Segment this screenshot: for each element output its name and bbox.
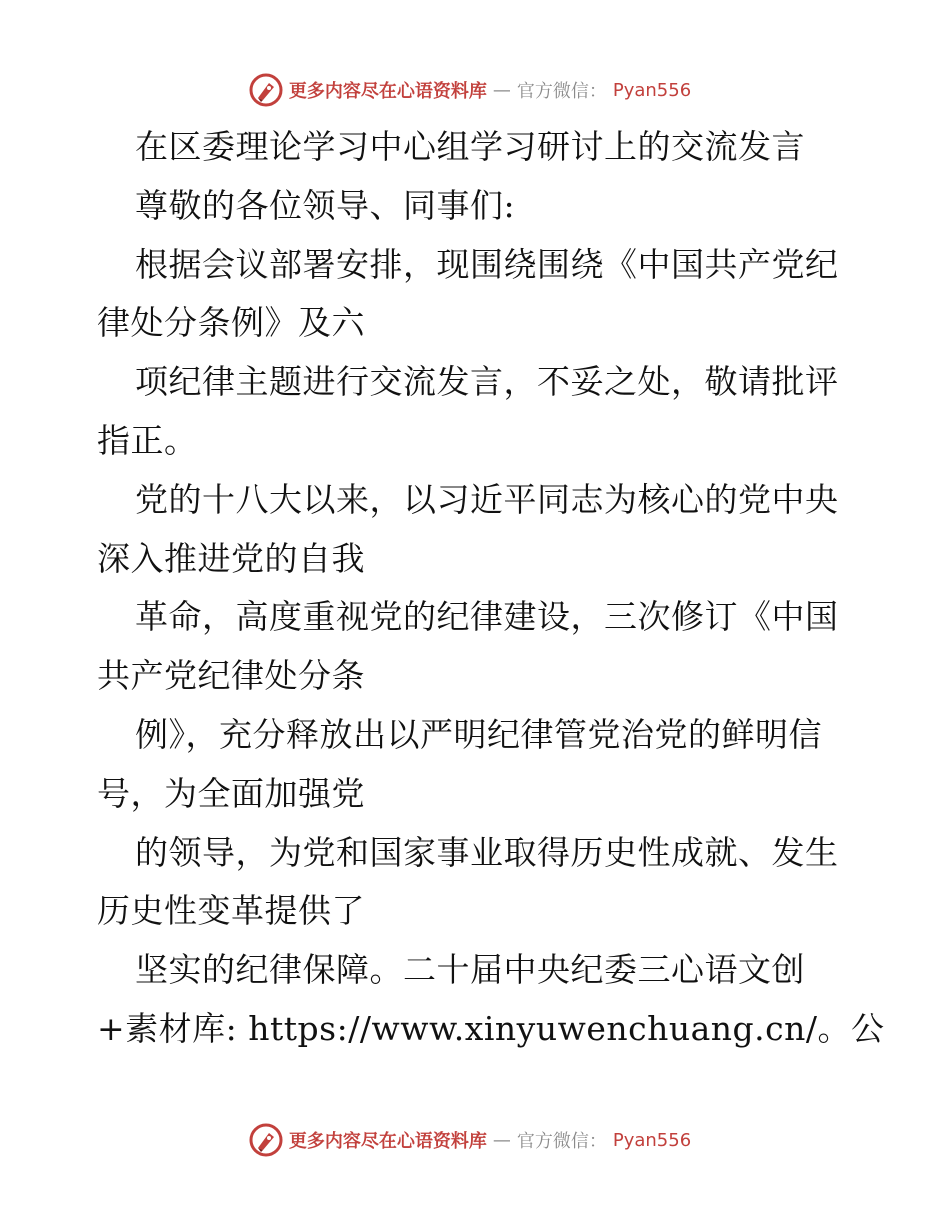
body-line: +素材库: https://www.xinyuwenchuang.cn/。公 bbox=[97, 1008, 885, 1048]
footer-banner bbox=[0, 1120, 950, 1160]
body-line: 坚实的纪律保障。二十届中央纪委三心语文创 bbox=[135, 950, 805, 990]
body-line: 革命，高度重视党的纪律建设，三次修订《中国 bbox=[135, 597, 839, 637]
footer-banner-inner bbox=[249, 1123, 691, 1157]
body-line: 历史性变革提供了 bbox=[97, 891, 365, 931]
body-line: 号，为全面加强党 bbox=[97, 773, 365, 813]
body-line: 共产党纪律处分条 bbox=[97, 656, 365, 696]
pen-nib-logo-icon bbox=[249, 1123, 283, 1157]
footer-dash: — bbox=[492, 1129, 511, 1151]
body-line: 党的十八大以来，以习近平同志为核心的党中央 bbox=[135, 479, 839, 519]
footer-site-text: 更多内容尽在心语资料库 bbox=[288, 1131, 487, 1152]
body-line: 的领导，为党和国家事业取得历史性成就、发生 bbox=[135, 832, 839, 872]
pen-nib-logo-icon bbox=[249, 73, 283, 107]
body-line: 根据会议部署安排，现围绕围绕《中国共产党纪 bbox=[135, 244, 839, 284]
header-dash: — bbox=[492, 79, 511, 101]
body-line: 深入推进党的自我 bbox=[97, 538, 365, 578]
header-banner bbox=[0, 70, 950, 110]
body-line: 例》，充分释放出以严明纪律管党治党的鲜明信 bbox=[135, 714, 822, 754]
body-line: 指正。 bbox=[97, 420, 198, 460]
body-line: 项纪律主题进行交流发言，不妥之处，敬请批评 bbox=[135, 362, 839, 402]
salutation: 尊敬的各位领导、同事们: bbox=[135, 185, 516, 225]
footer-wechat-label: 官方微信： bbox=[516, 1131, 607, 1152]
header-site-text: 更多内容尽在心语资料库 bbox=[288, 81, 487, 102]
footer-wechat-id: Pyan556 bbox=[612, 1129, 692, 1151]
header-wechat-id: Pyan556 bbox=[612, 79, 692, 101]
body-line: 律处分条例》及六 bbox=[97, 303, 365, 343]
header-banner-inner bbox=[249, 73, 691, 107]
document-title: 在区委理论学习中心组学习研讨上的交流发言 bbox=[135, 127, 805, 166]
document-body bbox=[97, 118, 885, 1059]
header-wechat-label: 官方微信： bbox=[516, 81, 607, 102]
